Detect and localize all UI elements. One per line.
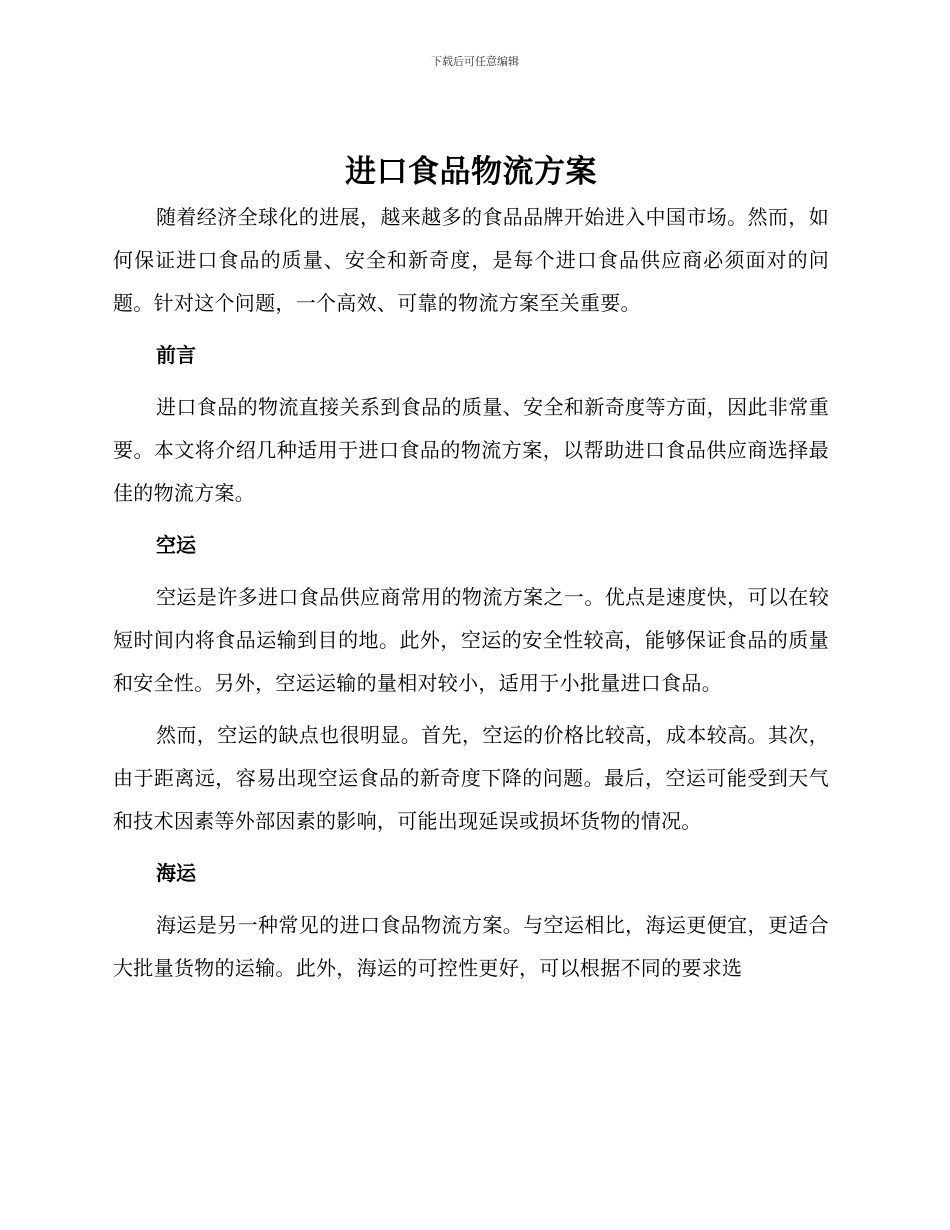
document-title: 进口食品物流方案 (345, 154, 597, 190)
section-heading-sea-freight: 海运 (156, 861, 196, 885)
intro-paragraph: 随着经济全球化的进展，越来越多的食品品牌开始进入中国市场。然而，如何保证进口食品的质量、安全和新奇度，是每个进口食品供应商必须面对的问题。针对这个问题，一个高效、可靠的物流方案至关重要。 (113, 205, 829, 315)
preface-paragraph: 进口食品的物流直接关系到食品的质量、安全和新奇度等方面，因此非常重要。本文将介绍几种适用于进口食品的物流方案，以帮助进口食品供应商选择最佳的物流方案。 (113, 395, 829, 505)
section-heading-preface: 前言 (156, 343, 196, 367)
section-heading-air-freight: 空运 (156, 533, 196, 557)
paragraph-gap (113, 705, 829, 714)
document-body (113, 148, 829, 990)
sea-freight-paragraph-1: 海运是另一种常见的进口食品物流方案。与空运相比，海运更便宜，更适合大批量货物的运输。此外，海运的可控性更好，可以根据不同的要求选 (113, 913, 829, 980)
air-freight-paragraph-1: 空运是许多进口食品供应商常用的物流方案之一。优点是速度快，可以在较短时间内将食品运输到目的地。此外，空运的安全性较高，能够保证食品的质量和安全性。另外，空运运输的量相对较小，适用于小批量进口食品。 (113, 585, 829, 695)
air-freight-paragraph-2: 然而，空运的缺点也很明显。首先，空运的价格比较高，成本较高。其次，由于距离远，容易出现空运食品的新奇度下降的问题。最后，空运可能受到天气和技术因素等外部因素的影响，可能出现延误或损坏货物的情况。 (113, 723, 829, 833)
header-note: 下载后可任意编辑 (431, 55, 519, 68)
